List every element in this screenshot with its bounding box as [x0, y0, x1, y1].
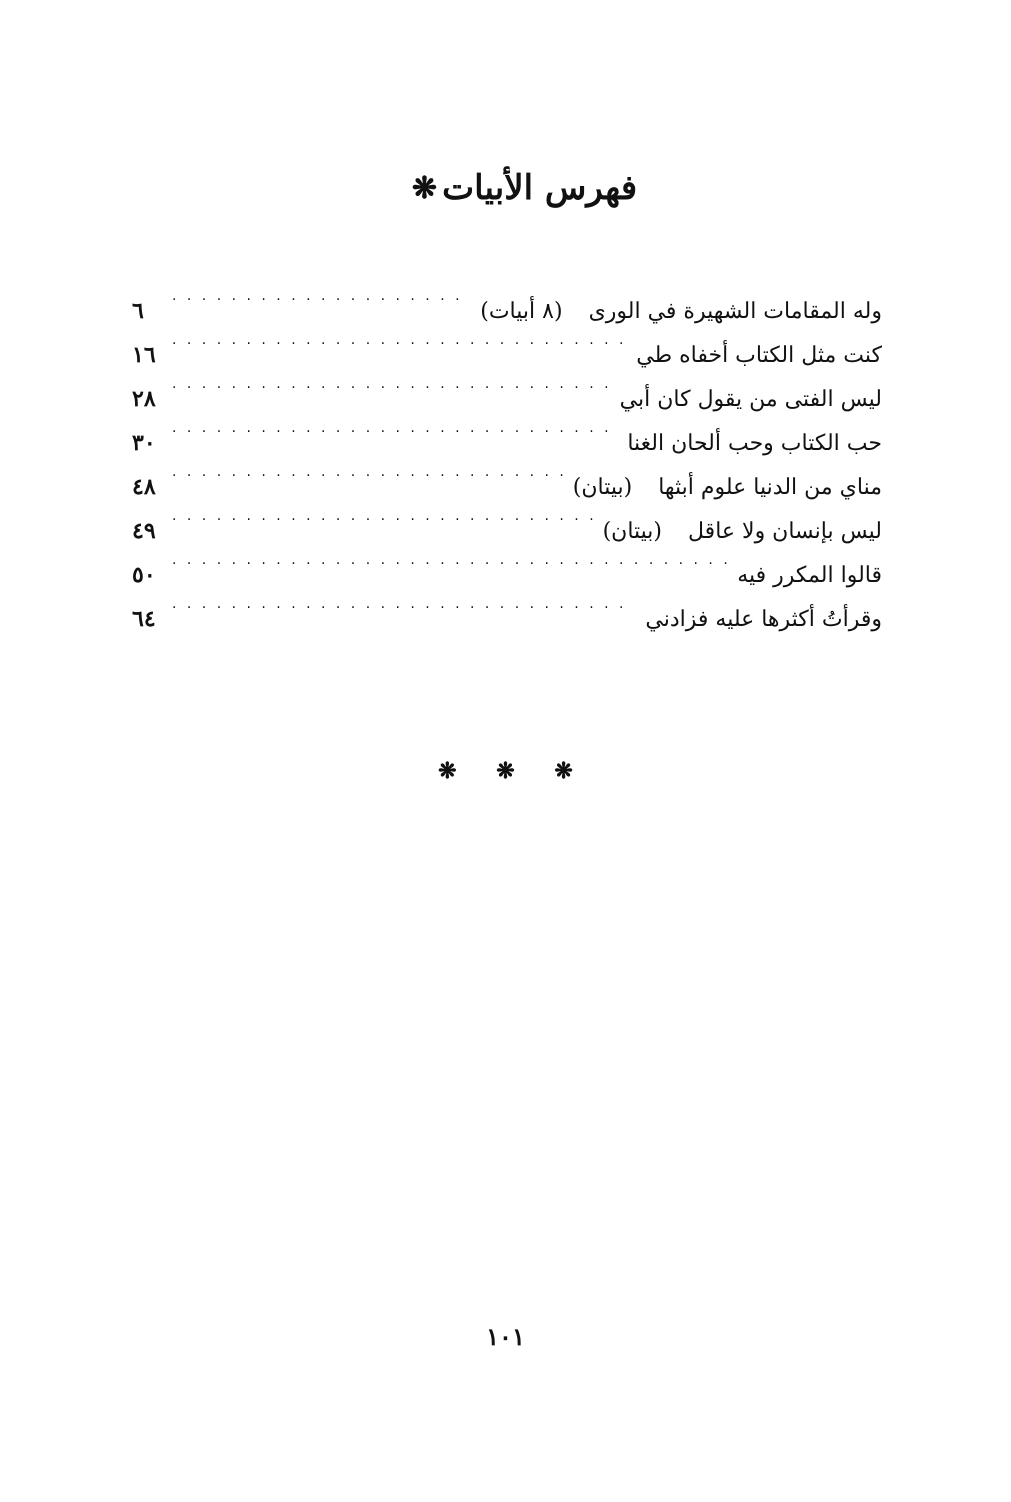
asterism-icon: ❋: [411, 170, 438, 206]
dot-leader: [172, 406, 617, 450]
verse-text: ليس الفتى من يقول كان أبي: [619, 387, 882, 412]
dot-leader: [172, 450, 563, 494]
heading-inner: [374, 168, 637, 208]
page-heading: [0, 168, 1011, 228]
asterism-icon: ❋: [438, 758, 457, 784]
verse-text: وقرأتُ أكثرها عليه فزادني: [645, 607, 882, 632]
verse-text: ليس بإنسان ولا عاقل: [688, 519, 882, 544]
dot-leader: [172, 582, 635, 626]
page-number: ١٦: [132, 342, 156, 368]
verse-index-list: [132, 274, 882, 632]
page-number: ٦٤: [132, 606, 156, 632]
verse-count-note: (بيتان): [572, 475, 633, 500]
asterism-icon: ❋: [554, 758, 573, 784]
dot-leader: [172, 274, 470, 318]
verse-count-note: (بيتان): [602, 519, 663, 544]
verse-text: مناي من الدنيا علوم أبثها: [658, 475, 882, 500]
page-number: ٤٩: [132, 518, 156, 544]
verse-text: حب الكتاب وحب ألحان الغنا: [627, 431, 882, 456]
verse-count-note: (٨ أبيات): [480, 299, 563, 324]
dot-leader: [172, 538, 727, 582]
folio-page-number: ١٠١: [486, 1322, 525, 1351]
verse-text: وله المقامات الشهيرة في الورى: [588, 299, 882, 324]
verse-text: قالوا المكرر فيه: [737, 563, 882, 588]
page-number: ٣٠: [132, 430, 156, 456]
asterism-icon: ❋: [496, 758, 515, 784]
dot-leader: [172, 318, 626, 362]
verse-text: كنت مثل الكتاب أخفاه طي: [636, 343, 882, 368]
page-number: ٥٠: [132, 562, 156, 588]
section-separator: [0, 758, 1011, 784]
dot-leader: [172, 362, 610, 406]
page-number: ٦: [132, 298, 144, 324]
page-number: ٤٨: [132, 474, 156, 500]
page-number: ٢٨: [132, 386, 156, 412]
page-title: فهرس الأبيات: [442, 168, 638, 208]
index-entry: [132, 274, 882, 324]
dot-leader: [172, 494, 593, 538]
